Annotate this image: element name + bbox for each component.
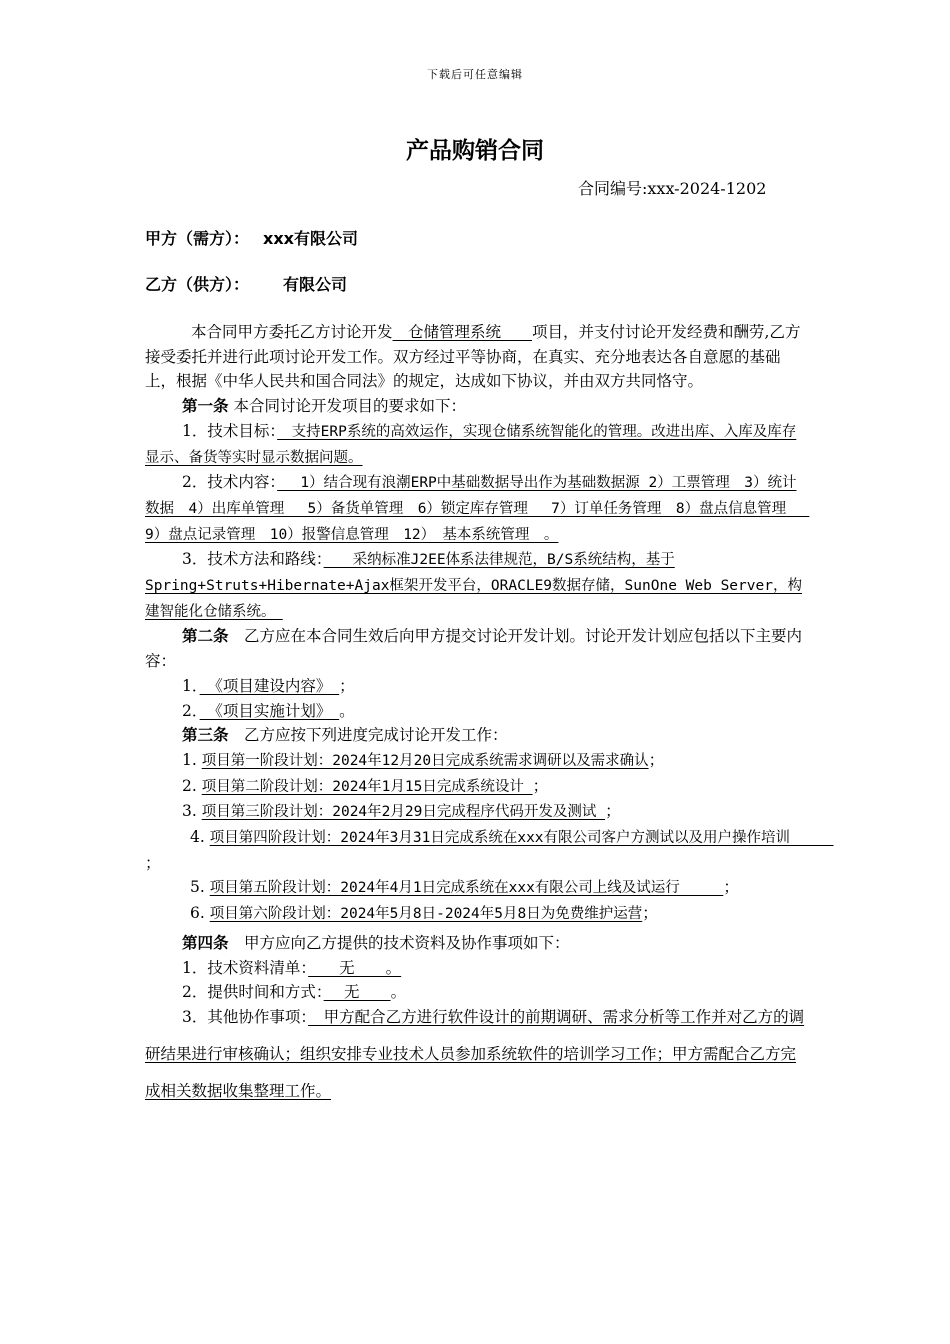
item-label: 2．提供时间和方式： — [182, 983, 324, 1002]
schedule-item — [145, 748, 805, 774]
article4-text: 甲方应向乙方提供的技术资料及协作事项如下： — [228, 933, 570, 952]
schedule-item — [145, 799, 805, 825]
item-number: 4. — [190, 828, 205, 847]
item-text: 《项目实施计划》 — [199, 701, 340, 720]
other-text: 甲方配合乙方进行软件设计的前期调研、需求分析等工作并对乙方的调研结果进行审核确认；组织安排专业技术人员参加系统软件的培训学习工作；甲方需配合乙方完成相关数据收集整理工作。 — [145, 1007, 805, 1100]
item-end: ； — [145, 853, 161, 872]
party-a-label: 甲方（需方）： — [145, 229, 250, 248]
article2-heading: 第二条 — [182, 627, 229, 646]
intro-pre: 本合同甲方委托乙方讨论开发 — [191, 323, 393, 341]
party-b-label: 乙方（供方）： — [145, 275, 250, 294]
item-value: 无 — [323, 983, 391, 1002]
article1-text: 本合同讨论开发项目的要求如下： — [228, 397, 466, 416]
method-text: 采纳标准J2EE体系法律规范，B/S系统结构，基于Spring+Struts+Hibernate+Ajax框架开发平台，ORACLE9数据存储，SunOne Web Server，构建智能化仓储系统。 — [145, 552, 802, 620]
method-label: 3．技术方法和路线： — [182, 550, 324, 569]
article1-goal — [145, 419, 805, 470]
schedule-item — [145, 774, 805, 800]
item-value: 无 。 — [308, 958, 402, 977]
party-a — [145, 226, 358, 249]
item-text: 《项目建设内容》 — [199, 676, 340, 695]
article1-content — [145, 470, 810, 547]
item-end: 。 — [390, 983, 407, 1002]
content-label: 2．技术内容： — [182, 473, 278, 492]
item-text: 项目第二阶段计划：2024年1月15日完成系统设计 — [201, 778, 533, 795]
item-label: 1．技术资料清单： — [182, 958, 309, 977]
item-text: 项目第三阶段计划：2024年2月29日完成程序代码开发及测试 — [201, 804, 606, 821]
article2-item — [145, 699, 805, 724]
article4-heading: 第四条 — [182, 933, 229, 952]
article2-item — [145, 674, 805, 699]
item-number: 2． — [182, 701, 200, 720]
party-b-name: 有限公司 — [283, 275, 348, 294]
intro-paragraph — [145, 320, 805, 394]
article2-heading-line — [145, 624, 805, 673]
item-number: 6. — [190, 904, 205, 923]
intro-post: 项目，并支付讨论开发经费和酬劳,乙方接受委托并进行此项讨论开发工作。双方经过平等协商，在真实、充分地表达各自意愿的基础上，根据《中华人民共和国合同法》的规定，达成如下协议，并由双方共同恪守。 — [145, 323, 801, 391]
other-label: 3．其他协作事项： — [182, 1007, 309, 1026]
item-text: 项目第四阶段计划：2024年3月31日完成系统在xxx有限公司客户方测试以及用户操作培训 — [209, 830, 834, 847]
item-number: 2. — [182, 776, 197, 795]
intro-project: 仓储管理系统 — [392, 323, 533, 341]
contract-number: 合同编号:xxx-2024-1202 — [578, 179, 767, 198]
schedule-item — [145, 875, 805, 901]
item-number: 1. — [182, 750, 197, 769]
item-end: ； — [642, 904, 658, 923]
article3-text: 乙方应按下列进度完成讨论开发工作： — [228, 726, 508, 745]
item-text: 项目第六阶段计划：2024年5月8日-2024年5月8日为免费维护运营 — [209, 906, 643, 923]
article3-heading: 第三条 — [182, 726, 229, 745]
article1-heading-line — [145, 394, 805, 419]
document-title: 产品购销合同 — [406, 138, 544, 164]
article4-other — [145, 999, 805, 1110]
item-number: 1． — [182, 676, 200, 695]
item-number: 3. — [182, 802, 197, 821]
contract-body — [145, 320, 834, 1110]
goal-label: 1．技术目标： — [182, 421, 278, 440]
party-b — [145, 272, 347, 295]
article1-heading: 第一条 — [182, 397, 229, 416]
article2-text: 乙方应在本合同生效后向甲方提交讨论开发计划。讨论开发计划应包括以下主要内容： — [145, 627, 803, 671]
item-end: ； — [648, 750, 665, 769]
item-end: ； — [532, 776, 549, 795]
party-a-name: xxx有限公司 — [263, 229, 358, 248]
header-note: 下载后可任意编辑 — [427, 68, 523, 81]
item-end: ； — [339, 676, 355, 695]
content-text: 1）结合现有浪潮ERP中基础数据导出作为基础数据源 2）工票管理 3）统计数据 4）出库单管理 5）备货单管理 6）锁定库存管理 7）订单任务管理 8）盘点信息管理 9）盘点记录管理 10）报警信息管理 12） 基本系统管理 。 — [145, 475, 810, 543]
schedule-item — [145, 901, 805, 927]
item-number: 5. — [190, 878, 205, 897]
item-text: 项目第一阶段计划：2024年12月20日完成系统需求调研以及需求确认 — [201, 752, 649, 769]
goal-text: 支持ERP系统的高效运作，实现仓储系统智能化的管理。改进出库、入库及库存显示、备货等实时显示数据问题。 — [145, 423, 797, 466]
article1-method — [145, 547, 805, 624]
item-end: ； — [723, 878, 739, 897]
article4-item — [145, 956, 805, 981]
item-end: 。 — [339, 701, 355, 720]
article3-heading-line — [145, 723, 805, 748]
item-text: 项目第五阶段计划：2024年4月1日完成系统在xxx有限公司上线及试运行 — [209, 880, 724, 897]
schedule-item — [145, 825, 834, 875]
item-end: ； — [605, 802, 621, 821]
article4-heading-line — [145, 931, 805, 956]
